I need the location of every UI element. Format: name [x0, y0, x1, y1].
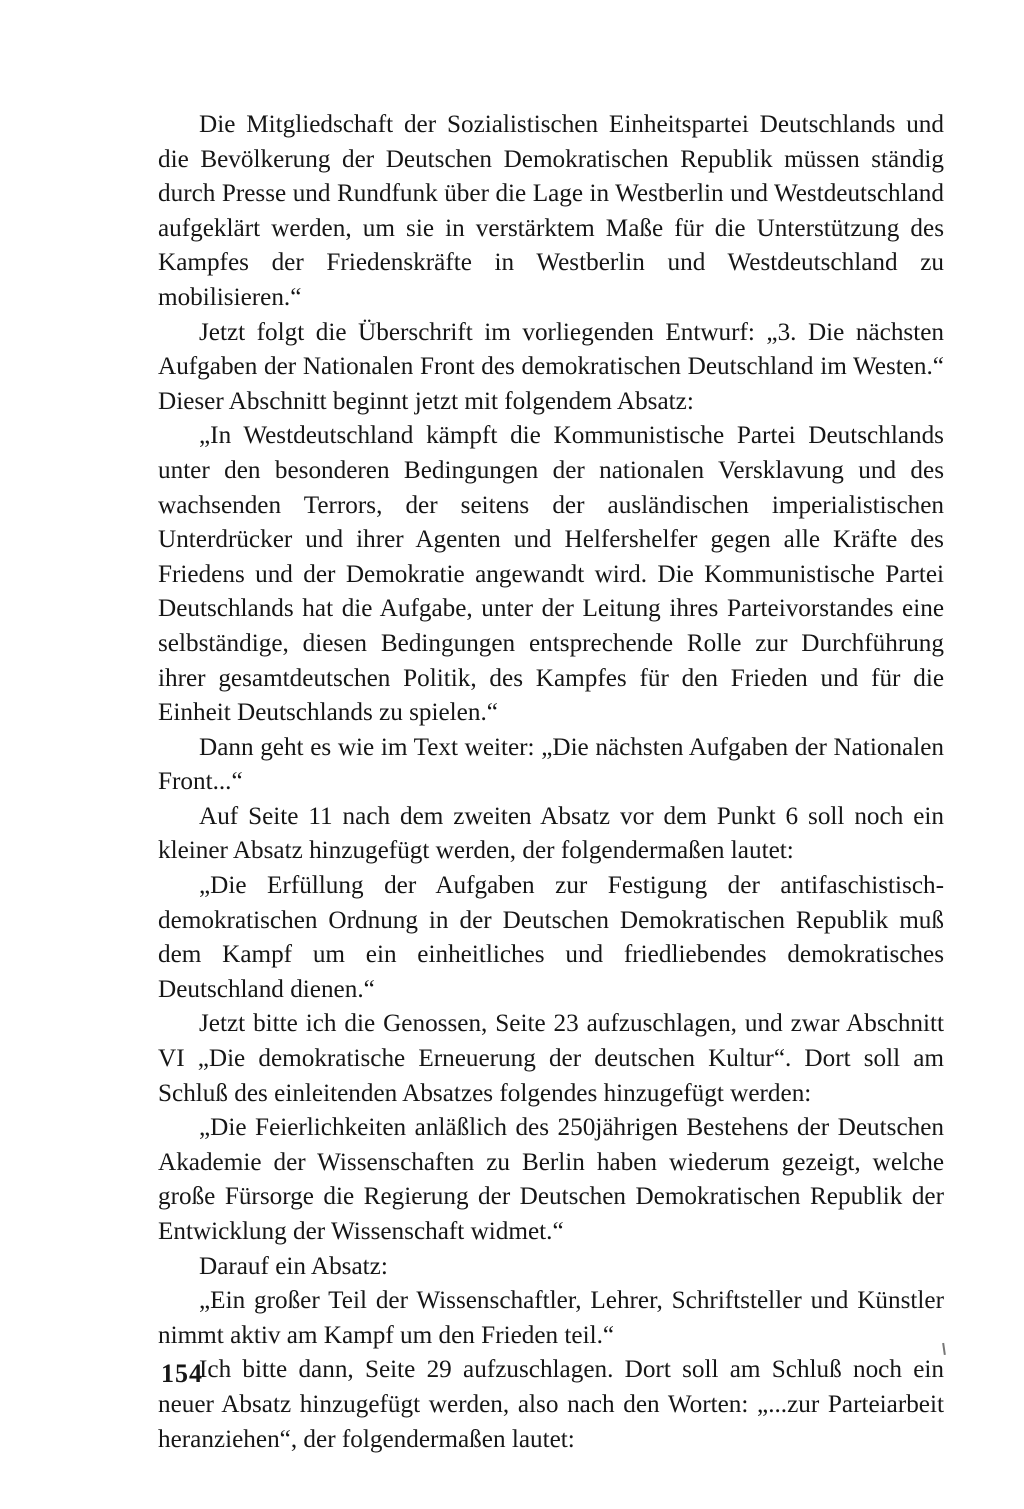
paragraph-8: „Die Feierlichkeiten anläßlich des 250jährigen Bestehens der Deutschen Akademie der Wissenschaften zu Berlin haben wiederum gezeigt, welche große Fürsorge die Regierung der Deutschen Demokratischen Republik der Entwicklung der Wissenschaft widmet.“	[158, 1114, 944, 1245]
paragraph-2: Jetzt folgt die Überschrift im vorliegenden Entwurf: „3. Die nächsten Aufgaben der Nationalen Front des demokratischen Deutschland im Westen.“ Dieser Abschnitt beginnt jetzt mit folgendem Absatz:	[158, 318, 944, 415]
paragraph-1: Die Mitgliedschaft der Sozialistischen Einheitspartei Deutschlands und die Bevölkerung der Deutschen Demokratischen Republik müssen ständig durch Presse und Rundfunk über die Lage in Westberlin und Westdeutschland aufgeklärt werden, um sie in verstärktem Maße für die Unterstützung des Kampfes der Friedenskräfte in Westberlin und Westdeutschland zu mobilisieren.“	[158, 111, 944, 311]
paragraph-3: „In Westdeutschland kämpft die Kommunistische Partei Deutschlands unter den besonderen Bedingungen der nationalen Versklavung und des wachsenden Terrors, der seitens der ausländischen imperialistischen Unterdrücker und ihrer Agenten und Helfershelfer gegen alle Kräfte des Friedens und der Demokratie angewandt wird. Die Kommunistische Partei Deutschlands hat die Aufgabe, unter der Leitung ihres Parteivorstandes eine selbständige, diesen Bedingungen entsprechende Rolle zur Durchführung ihrer gesamtdeutschen Politik, des Kampfes für den Frieden und für die Einheit Deutschlands zu spielen.“	[158, 422, 944, 727]
paragraph-4: Dann geht es wie im Text weiter: „Die nächsten Aufgaben der Nationalen Front...“	[158, 733, 944, 796]
paragraph-11: Ich bitte dann, Seite 29 aufzuschlagen. Dort soll am Schluß noch ein neuer Absatz hinzugefügt werden, also nach den Worten: „...zur Parteiarbeit heranziehen“, der folgendermaßen lautet:	[158, 1356, 944, 1453]
paragraph-7: Jetzt bitte ich die Genossen, Seite 23 aufzuschlagen, und zwar Abschnitt VI „Die demokratische Erneuerung der deutschen Kultur“. Dort soll am Schluß des einleitenden Absatzes folgendes hinzugefügt werden:	[158, 1010, 944, 1107]
page-number: 154	[161, 1359, 203, 1388]
paragraph-9: Darauf ein Absatz:	[199, 1252, 388, 1280]
page-body	[158, 108, 944, 1457]
paragraph-6: „Die Erfüllung der Aufgaben zur Festigung der antifaschistisch-demokratischen Ordnung in der Deutschen Demokratischen Republik muß dem Kampf um ein einheitliches und friedliebendes demokratisches Deutschland dienen.“	[158, 872, 944, 1003]
stray-mark	[942, 1343, 945, 1355]
paragraph-10: „Ein großer Teil der Wissenschaftler, Lehrer, Schriftsteller und Künstler nimmt aktiv am Kampf um den Frieden teil.“	[158, 1287, 944, 1349]
paragraph-5: Auf Seite 11 nach dem zweiten Absatz vor dem Punkt 6 soll noch ein kleiner Absatz hinzugefügt werden, der folgendermaßen lautet:	[158, 802, 944, 865]
